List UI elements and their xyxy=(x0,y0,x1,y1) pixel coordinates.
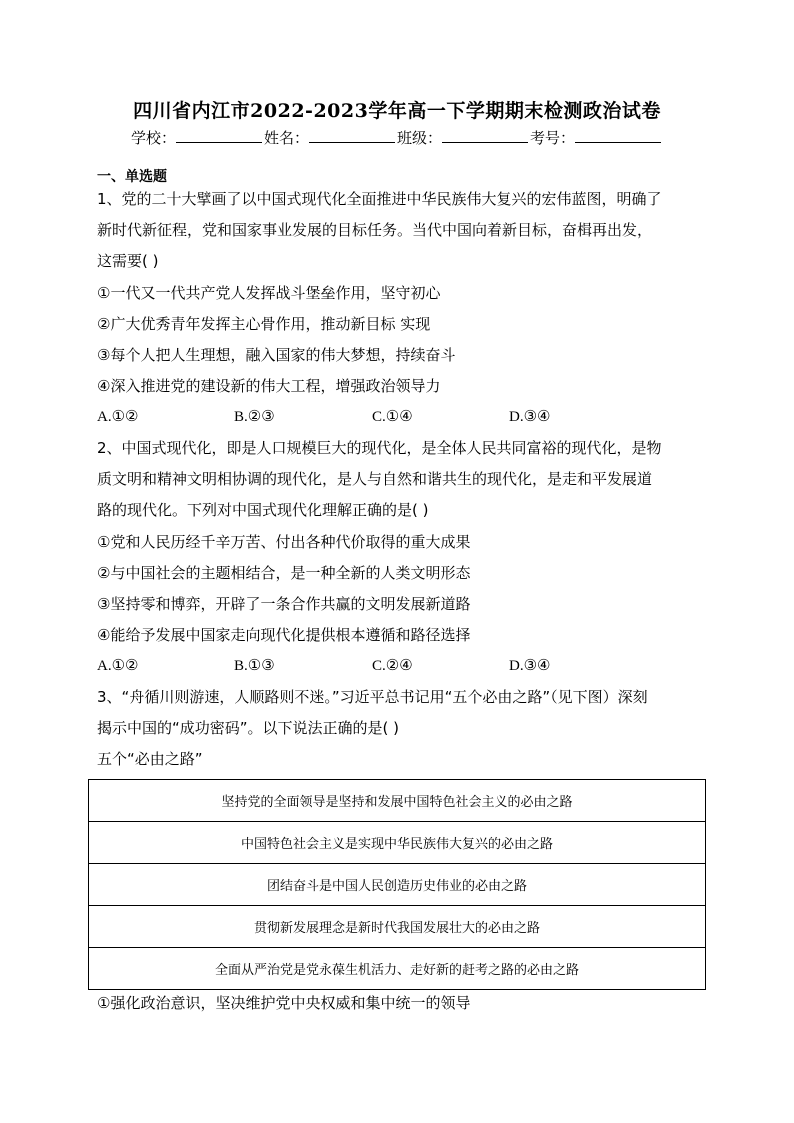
q2-stem-line: 质文明和精神文明相协调的现代化，是人与自然和谐共生的现代化，是走和平发展道 xyxy=(97,470,653,488)
q2-item: ④能给予发展中国家走向现代化提供根本遵循和路径选择 xyxy=(97,626,471,644)
q2-option-b[interactable]: B.①③ xyxy=(234,658,275,674)
table-cell: 坚持党的全面领导是坚持和发展中国特色社会主义的必由之路 xyxy=(89,780,706,822)
q2-stem-line: 路的现代化。下列对中国式现代化理解正确的是( ) xyxy=(97,501,429,519)
table-row xyxy=(89,780,706,822)
exam-title: 四川省内江市2022-2023学年高一下学期期末检测政治试卷 xyxy=(133,100,661,122)
table-row xyxy=(89,948,706,990)
q2-option-a[interactable]: A.①② xyxy=(97,658,139,674)
q1-stem-line: 这需要( ) xyxy=(97,252,159,270)
table-row xyxy=(89,822,706,864)
q2-option-c[interactable]: C.②④ xyxy=(372,658,413,674)
student-info-line xyxy=(0,127,794,148)
class-label: 班级： xyxy=(397,129,443,147)
q2-options xyxy=(97,656,657,676)
q1-option-d[interactable]: D.③④ xyxy=(509,409,551,425)
name-label: 姓名： xyxy=(263,129,309,147)
school-blank[interactable] xyxy=(176,128,262,143)
q1-options xyxy=(97,407,657,427)
q1-option-b[interactable]: B.②③ xyxy=(234,409,275,425)
q1-option-a[interactable]: A.①② xyxy=(97,409,139,425)
q2-item: ③坚持零和博弈，开辟了一条合作共赢的文明发展新道路 xyxy=(97,595,471,613)
table-cell: 全面从严治党是党永葆生机活力、走好新的赶考之路的必由之路 xyxy=(89,948,706,990)
five-roads-table xyxy=(88,779,706,990)
table-row xyxy=(89,864,706,906)
q1-stem-line: 新时代新征程，党和国家事业发展的目标任务。当代中国向着新目标，奋楫再出发， xyxy=(97,221,653,239)
q1-option-c[interactable]: C.①④ xyxy=(372,409,413,425)
q2-item: ①党和人民历经千辛万苦、付出各种代价取得的重大成果 xyxy=(97,533,471,551)
q3-item: ①强化政治意识，坚决维护党中央权威和集中统一的领导 xyxy=(97,994,471,1012)
q2-option-d[interactable]: D.③④ xyxy=(509,658,551,674)
school-label: 学校： xyxy=(130,129,176,147)
table-row xyxy=(89,906,706,948)
q3-stem-line: 3、“舟循川则游速，人顺路则不迷。”习近平总书记用“五个必由之路”（见下图）深刻 xyxy=(97,688,648,706)
name-blank[interactable] xyxy=(309,128,395,143)
q2-stem-line: 2、中国式现代化，即是人口规模巨大的现代化，是全体人民共同富裕的现代化，是物 xyxy=(97,439,662,457)
q1-item: ②广大优秀青年发挥主心骨作用，推动新目标 实现 xyxy=(97,315,431,333)
table-cell: 贯彻新发展理念是新时代我国发展壮大的必由之路 xyxy=(89,906,706,948)
q2-item: ②与中国社会的主题相结合，是一种全新的人类文明形态 xyxy=(97,564,471,582)
q3-stem-line: 揭示中国的“成功密码”。以下说法正确的是( ) xyxy=(97,719,400,737)
q1-stem-line: 1、党的二十大擘画了以中国式现代化全面推进中华民族伟大复兴的宏伟蓝图，明确了 xyxy=(97,190,662,208)
q3-caption: 五个“必由之路” xyxy=(97,750,203,768)
q1-item: ③每个人把人生理想，融入国家的伟大梦想，持续奋斗 xyxy=(97,346,456,364)
class-blank[interactable] xyxy=(442,128,528,143)
q1-item: ④深入推进党的建设新的伟大工程，增强政治领导力 xyxy=(97,377,441,395)
table-cell: 中国特色社会主义是实现中华民族伟大复兴的必由之路 xyxy=(89,822,706,864)
table-cell: 团结奋斗是中国人民创造历史伟业的必由之路 xyxy=(89,864,706,906)
q1-item: ①一代又一代共产党人发挥战斗堡垒作用，坚守初心 xyxy=(97,284,441,302)
number-label: 考号： xyxy=(530,129,576,147)
number-blank[interactable] xyxy=(575,128,661,143)
section-title: 一、单选题 xyxy=(97,169,167,185)
